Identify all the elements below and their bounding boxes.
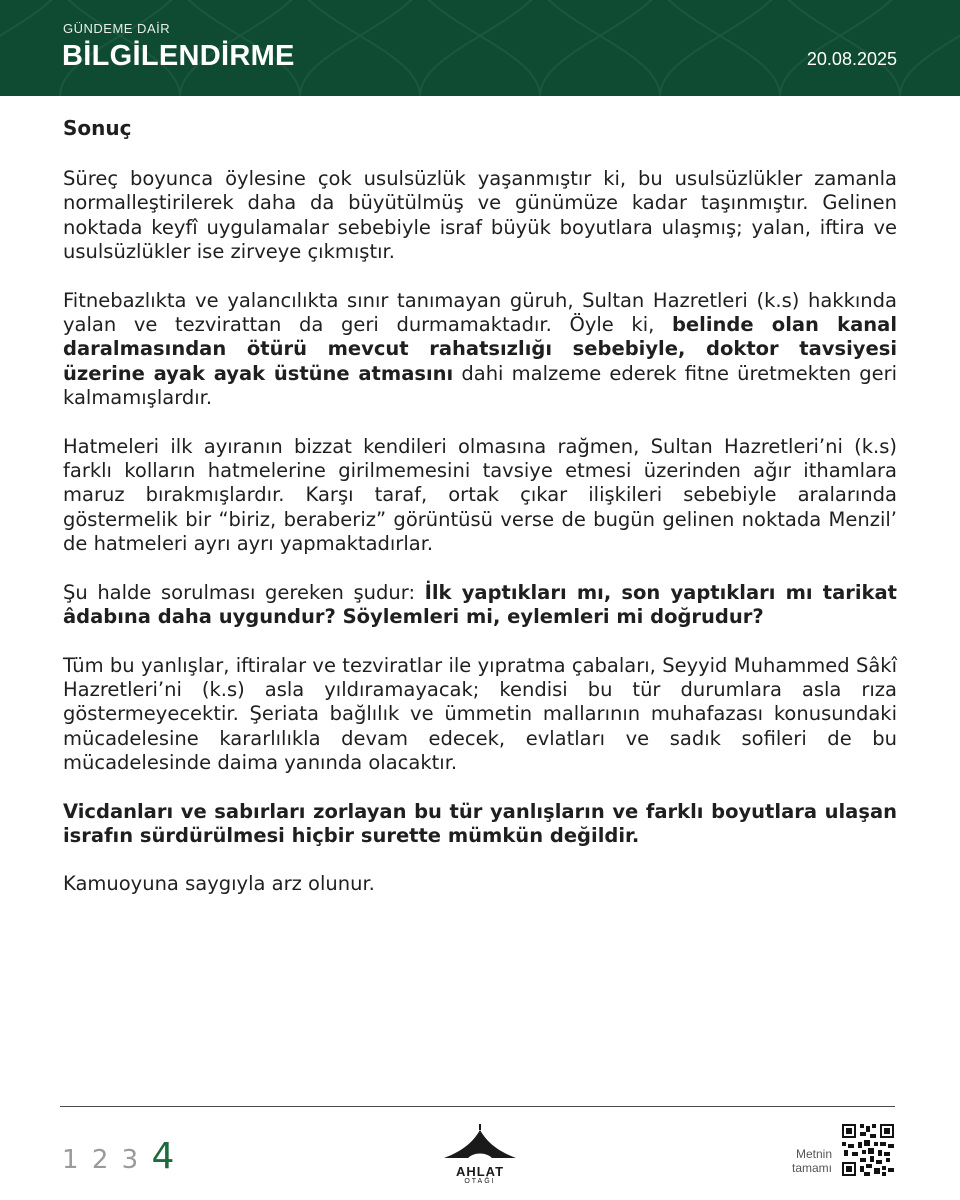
page-title: BİLGİLENDİRME xyxy=(62,40,295,72)
paragraph-3: Hatmeleri ilk ayıranın bizzat kendileri olmasına rağmen, Sultan Hazretleri’ni (k.s) farklı kolların hatmelerine girilmemesini tavsiye etmesi üzerinden ağır ithamlara maruz bırakmışlardır. Karşı taraf, ortak çıkar ilişkileri sebebiyle aralarında göstermelik bir “biriz, beraberiz” görüntüsü verse de bugün gelinen noktada Menzil’ de hatmeleri ayrı ayrı yapmaktadırlar. xyxy=(63,434,897,556)
qr-label xyxy=(770,1147,832,1175)
paragraph-6-bold: Vicdanları ve sabırları zorlayan bu tür yanlışların ve farklı boyutlara ulaşan israfın sürdürülmesi hiçbir surette mümkün değildir. xyxy=(63,799,897,847)
paragraph-1: Süreç boyunca öylesine çok usulsüzlük yaşanmıştır ki, bu usulsüzlükler zamanla normalleştirilerek daha da büyütülmüş ve günümüze kadar taşınmıştır. Gelinen noktada keyfî uygulamalar sebebiyle israf büyük boyutlara ulaşmış; yalan, iftira ve usulsüzlükler ise zirveye çıkmıştır. xyxy=(63,167,897,264)
qr-label-line-1: Metnin xyxy=(795,1147,832,1161)
paragraph-4 xyxy=(63,581,897,630)
header-kicker: GÜNDEME DAİR xyxy=(63,21,171,36)
qr-label-line-2: tamamı xyxy=(791,1161,832,1175)
logo-subtitle: OTAĞI xyxy=(464,1178,496,1185)
paragraph-4-bold: İlk yaptıkları mı, son yaptıkları mı tarikat âdabına daha uygundur? Söylemleri mi, eylemleri mi doğrudur? xyxy=(63,580,898,629)
page-number-2: 2 xyxy=(91,1145,109,1175)
paragraph-2 xyxy=(63,289,897,411)
page-number-1: 1 xyxy=(62,1145,79,1175)
header-date: 20.08.2025 xyxy=(806,49,897,69)
footer-divider xyxy=(60,1106,895,1107)
page-indicator xyxy=(62,1136,174,1177)
logo-wordmark: AHLAT xyxy=(455,1164,505,1179)
paragraph-7: Kamuoyuna saygıyla arz olunur. xyxy=(63,872,375,896)
paragraph-4-text: Şu halde sorulması gereken şudur: xyxy=(63,580,416,604)
section-title: Sonuç xyxy=(63,116,132,140)
page-number-3: 3 xyxy=(121,1145,139,1175)
paragraph-2-text-a: Fitnebazlıkta ve yalancılıkta sınır tanımayan güruh, Sultan Hazretleri (k.s) hakkında yalan ve tezvirattan da geri durmamaktadır. Öyle ki, xyxy=(63,288,897,337)
article-body xyxy=(63,114,897,921)
paragraph-2-text-b: dahi malzeme ederek fitne üretmekten geri kalmamışlardır. xyxy=(63,361,898,410)
page-number-current: 4 xyxy=(151,1136,175,1177)
qr-code-icon[interactable] xyxy=(842,1124,894,1176)
header-banner xyxy=(0,0,960,96)
paragraph-2-bold: belinde olan kanal daralmasından ötürü mevcut rahatsızlığı sebebiyle, doktor tavsiyesi üzerine ayak ayak üstüne atmasını xyxy=(63,313,898,385)
paragraph-6 xyxy=(63,800,897,849)
paragraph-5: Tüm bu yanlışlar, iftiralar ve tezviratlar ile yıpratma çabaları, Seyyid Muhammed Sâkî Hazretleri’ni (k.s) asla yıldıramayacak; kendisi bu tür durumlara asla rıza göstermeyecektir. Şeriata bağlılık ve ümmetin mallarının muhafazası konusundaki mücadelesine kararlılıkla devam edecek, evlatları ve sadık sofileri de bu mücadelesinde daima yanında olacaktır. xyxy=(63,653,897,775)
